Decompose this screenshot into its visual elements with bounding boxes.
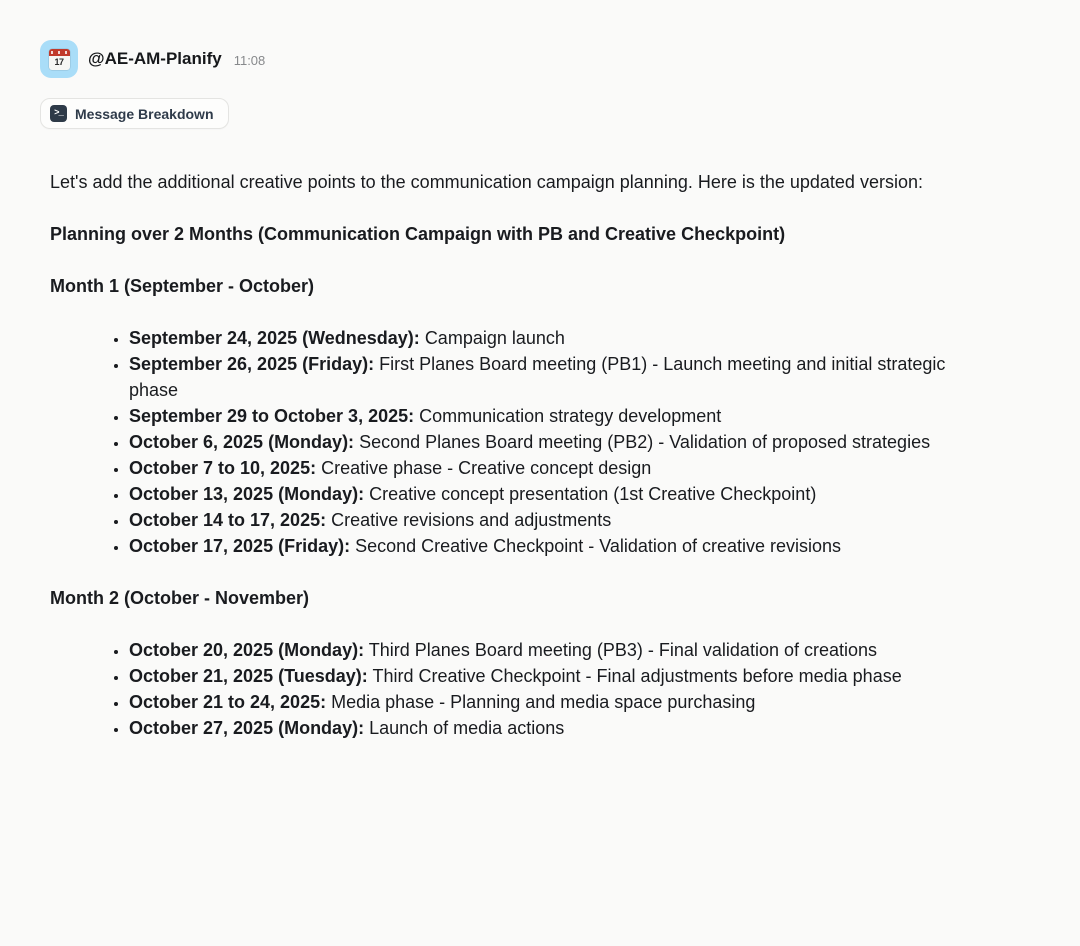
item-desc: Creative revisions and adjustments xyxy=(331,510,612,530)
schedule-item xyxy=(129,689,990,715)
item-date: October 14 to 17, 2025: xyxy=(129,510,327,530)
schedule-item xyxy=(129,403,990,429)
terminal-icon: >_ xyxy=(50,105,67,122)
schedule-item xyxy=(129,481,990,507)
schedule-item xyxy=(129,715,990,741)
month-2-list xyxy=(50,637,990,741)
item-desc: Second Creative Checkpoint - Validation of creative revisions xyxy=(355,536,842,556)
schedule-item xyxy=(129,351,990,403)
message-header xyxy=(0,0,1080,78)
schedule-item xyxy=(129,533,990,559)
calendar-icon xyxy=(49,49,70,70)
item-desc: Campaign launch xyxy=(424,328,565,348)
item-desc: Creative phase - Creative concept design xyxy=(321,458,652,478)
schedule-item xyxy=(129,429,990,455)
item-date: October 21 to 24, 2025: xyxy=(129,692,327,712)
item-date: October 7 to 10, 2025: xyxy=(129,458,317,478)
item-desc: Communication strategy development xyxy=(419,406,722,426)
item-date: September 26, 2025 (Friday): xyxy=(129,354,375,374)
item-desc: Launch of media actions xyxy=(369,718,565,738)
username[interactable]: @AE-AM-Planify xyxy=(88,49,222,68)
item-date: October 20, 2025 (Monday): xyxy=(129,640,365,660)
schedule-item xyxy=(129,637,990,663)
breakdown-row xyxy=(0,78,1080,129)
plan-title: Planning over 2 Months (Communication Campaign with PB and Creative Checkpoint) xyxy=(50,224,786,244)
message-body xyxy=(0,129,1040,741)
schedule-item xyxy=(129,455,990,481)
item-desc: Third Creative Checkpoint - Final adjustments before media phase xyxy=(372,666,902,686)
item-desc: Third Planes Board meeting (PB3) - Final validation of creations xyxy=(368,640,878,660)
item-date: September 24, 2025 (Wednesday): xyxy=(129,328,420,348)
item-date: September 29 to October 3, 2025: xyxy=(129,406,415,426)
month-1-list xyxy=(50,325,990,559)
schedule-item xyxy=(129,507,990,533)
item-date: October 21, 2025 (Tuesday): xyxy=(129,666,368,686)
month-1-heading: Month 1 (September - October) xyxy=(50,276,315,296)
month-2-heading: Month 2 (October - November) xyxy=(50,588,310,608)
timestamp: 11:08 xyxy=(233,52,266,68)
item-desc: Creative concept presentation (1st Creative Checkpoint) xyxy=(369,484,817,504)
message-breakdown-button[interactable] xyxy=(40,98,229,129)
schedule-item xyxy=(129,663,990,689)
message-breakdown-label: Message Breakdown xyxy=(75,105,214,122)
item-date: October 17, 2025 (Friday): xyxy=(129,536,351,556)
item-date: October 13, 2025 (Monday): xyxy=(129,484,365,504)
item-date: October 6, 2025 (Monday): xyxy=(129,432,355,452)
item-desc: Media phase - Planning and media space purchasing xyxy=(331,692,756,712)
schedule-item xyxy=(129,325,990,351)
item-desc: First Planes Board meeting (PB1) - Launch meeting and initial strategic phase xyxy=(129,354,946,400)
intro-paragraph: Let's add the additional creative points to the communication campaign planning. Here is the updated version: xyxy=(50,172,923,192)
item-desc: Second Planes Board meeting (PB2) - Validation of proposed strategies xyxy=(359,432,931,452)
calendar-icon-header xyxy=(49,49,70,56)
avatar[interactable] xyxy=(40,40,78,78)
item-date: October 27, 2025 (Monday): xyxy=(129,718,365,738)
calendar-icon-day: 17 xyxy=(54,56,64,67)
